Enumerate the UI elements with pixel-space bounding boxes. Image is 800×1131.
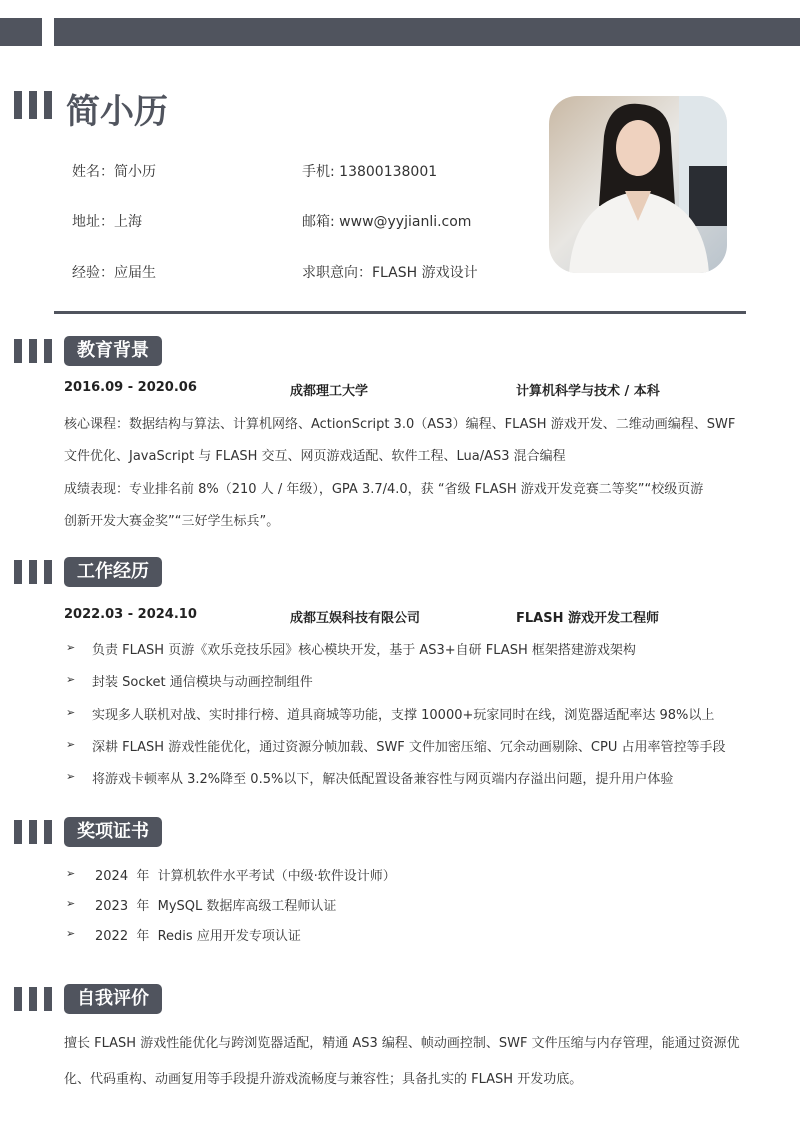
section-title-education: 教育背景 <box>64 336 162 366</box>
header-divider <box>54 311 746 314</box>
edu-major: 计算机科学与技术 / 本科 <box>516 384 660 399</box>
bullet-arrow-icon: ➢ <box>66 641 76 654</box>
profile-photo <box>549 96 727 273</box>
section-title-self: 自我评价 <box>64 984 162 1014</box>
edu-line: 文件优化、JavaScript 与 FLASH 交互、网页游戏适配、软件工程、Lua/AS3 混合编程 <box>64 449 566 464</box>
info-address: 地址：上海 <box>72 214 142 230</box>
work-bullet: 实现多人联机对战、实时排行榜、道具商城等功能，支撑 10000+玩家同时在线，浏览器适配率达 98%以上 <box>92 708 715 723</box>
section-bars-icon <box>14 560 52 584</box>
info-email: 邮箱: www@yyjianli.com <box>302 214 472 230</box>
resume-name: 简小历 <box>66 92 168 132</box>
edu-school: 成都理工大学 <box>290 384 369 399</box>
bullet-arrow-icon: ➢ <box>66 927 76 940</box>
section-title-awards: 奖项证书 <box>64 817 162 847</box>
edu-line: 核心课程：数据结构与算法、计算机网络、ActionScript 3.0（AS3）编程、FLASH 游戏开发、二维动画编程、SWF <box>64 417 736 432</box>
bullet-arrow-icon: ➢ <box>66 673 76 686</box>
award-item: 2024 年 计算机软件水平考试（中级·软件设计师） <box>95 869 396 884</box>
self-line: 化、代码重构、动画复用等手段提升游戏流畅度与兼容性；具备扎实的 FLASH 开发功底。 <box>64 1072 583 1087</box>
bullet-arrow-icon: ➢ <box>66 738 76 751</box>
work-bullet: 将游戏卡顿率从 3.2%降至 0.5%以下，解决低配置设备兼容性与网页端内存溢出问题，提升用户体验 <box>92 772 674 787</box>
section-bars-icon <box>14 987 52 1011</box>
award-item: 2022 年 Redis 应用开发专项认证 <box>95 929 301 944</box>
bullet-arrow-icon: ➢ <box>66 897 76 910</box>
info-experience: 经验：应届生 <box>72 265 156 281</box>
edu-line: 成绩表现：专业排名前 8%（210 人 / 年级），GPA 3.7/4.0，获 “省级 FLASH 游戏开发竞赛二等奖”“校级页游 <box>64 482 704 497</box>
work-bullet: 深耕 FLASH 游戏性能优化，通过资源分帧加载、SWF 文件加密压缩、冗余动画剔除、CPU 占用率管控等手段 <box>92 740 726 755</box>
section-bars-icon <box>14 339 52 363</box>
work-company: 成都互娱科技有限公司 <box>290 611 421 626</box>
work-position: FLASH 游戏开发工程师 <box>516 611 659 626</box>
info-phone: 手机: 13800138001 <box>302 164 438 180</box>
edu-line: 创新开发大赛金奖”“三好学生标兵”。 <box>64 514 280 529</box>
work-period: 2022.03 - 2024.10 <box>64 607 197 622</box>
self-line: 擅长 FLASH 游戏性能优化与跨浏览器适配，精通 AS3 编程、帧动画控制、SWF 文件压缩与内存管理，能通过资源优 <box>64 1036 740 1051</box>
bullet-arrow-icon: ➢ <box>66 770 76 783</box>
award-item: 2023 年 MySQL 数据库高级工程师认证 <box>95 899 337 914</box>
header-bar-right <box>54 18 800 46</box>
info-intent: 求职意向：FLASH 游戏设计 <box>302 265 478 281</box>
header-bar-left <box>0 18 42 46</box>
edu-period: 2016.09 - 2020.06 <box>64 380 197 395</box>
info-name: 姓名：简小历 <box>72 164 156 180</box>
work-bullet: 封装 Socket 通信模块与动画控制组件 <box>92 675 313 690</box>
bullet-arrow-icon: ➢ <box>66 867 76 880</box>
section-title-work: 工作经历 <box>64 557 162 587</box>
work-bullet: 负责 FLASH 页游《欢乐竞技乐园》核心模块开发，基于 AS3+自研 FLASH 框架搭建游戏架构 <box>92 643 636 658</box>
section-bars-icon <box>14 820 52 844</box>
bullet-arrow-icon: ➢ <box>66 706 76 719</box>
title-bars-icon <box>14 91 52 119</box>
